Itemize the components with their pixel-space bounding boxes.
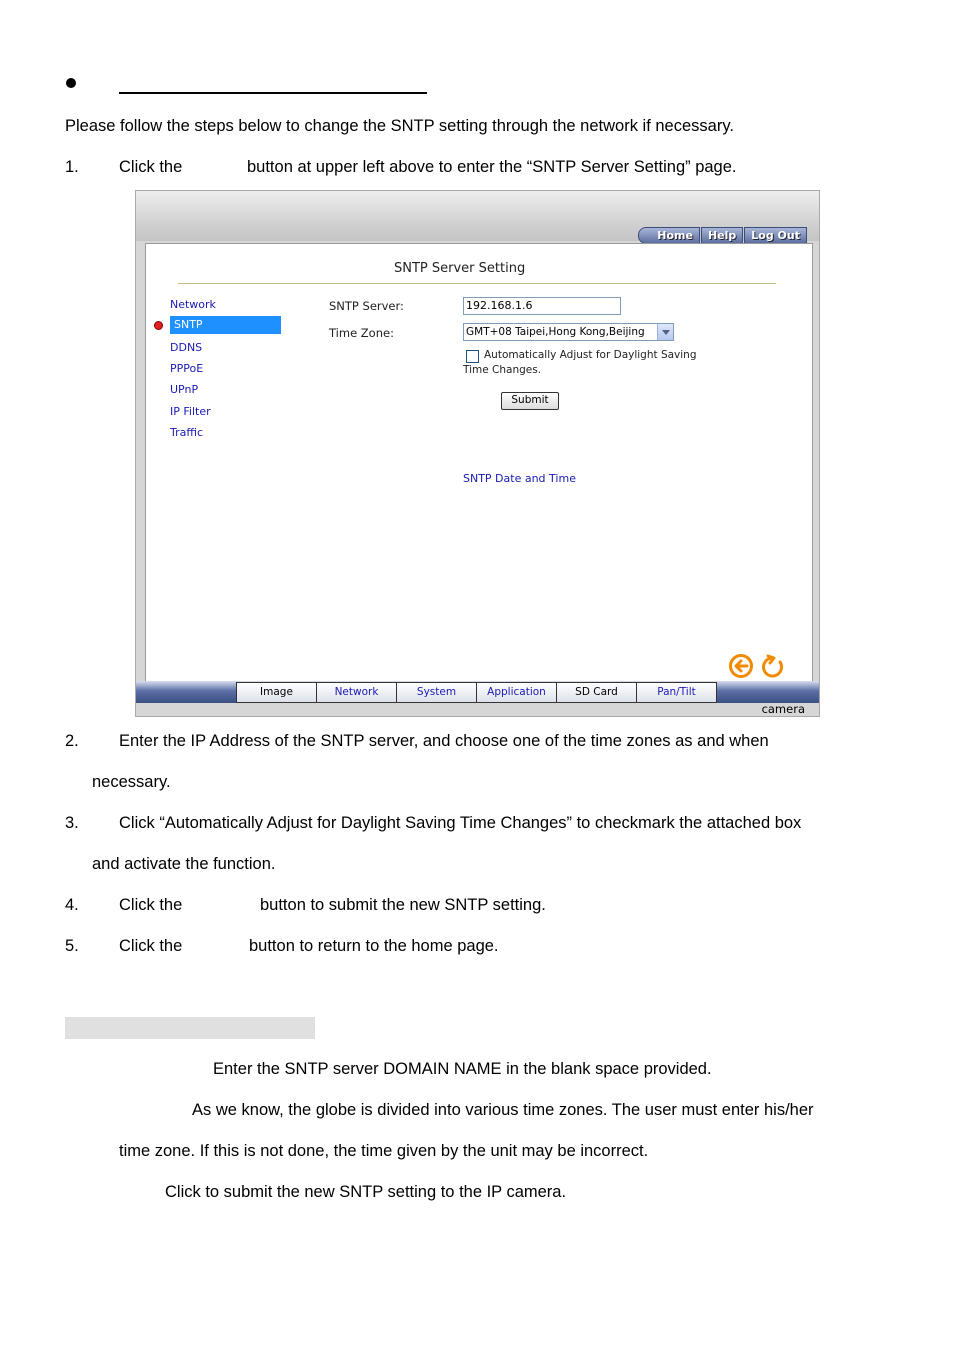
desc-time-zone-1: As we know, the globe is divided into various time zones. The user must enter his/her bbox=[192, 1101, 814, 1119]
time-zone-label: Time Zone: bbox=[329, 326, 394, 340]
tab-application[interactable]: Application bbox=[476, 682, 557, 703]
submit-button[interactable]: Submit bbox=[501, 392, 559, 410]
sntp-settings-screenshot bbox=[135, 190, 820, 717]
step-1-text-pre: Click the bbox=[119, 158, 183, 176]
title-divider bbox=[178, 283, 776, 284]
sidebar-item-network[interactable]: Network bbox=[170, 298, 216, 311]
sidebar-item-ddns[interactable]: DDNS bbox=[170, 341, 203, 354]
step-5-text-pre: Click the bbox=[119, 937, 183, 955]
selected-indicator-icon bbox=[155, 322, 162, 329]
step-2-number: 2. bbox=[65, 732, 79, 750]
step-3-text-1: Click “Automatically Adjust for Daylight Saving Time Changes” to checkmark the attached box bbox=[119, 814, 802, 832]
refresh-icon[interactable] bbox=[764, 656, 782, 676]
step-5-text-post: button to return to the home page. bbox=[249, 937, 499, 955]
sidebar-item-sntp[interactable]: SNTP bbox=[170, 316, 281, 334]
sidebar-item-traffic[interactable]: Traffic bbox=[170, 426, 204, 439]
daylight-saving-checkbox[interactable] bbox=[466, 350, 479, 363]
daylight-saving-label-2: Time Changes. bbox=[463, 364, 542, 376]
step-1-text-post: button at upper left above to enter the “SNTP Server Setting” page. bbox=[247, 158, 737, 176]
home-button[interactable]: Home bbox=[638, 227, 700, 244]
bullet-icon bbox=[66, 78, 76, 88]
step-1-number: 1. bbox=[65, 158, 79, 176]
step-3-text-2: and activate the function. bbox=[92, 855, 276, 873]
nav-icons bbox=[728, 653, 788, 679]
page-title: SNTP Server Setting bbox=[394, 261, 526, 276]
sidebar-item-pppoe[interactable]: PPPoE bbox=[170, 362, 204, 375]
step-5-number: 5. bbox=[65, 937, 79, 955]
desc-sntp-server: Enter the SNTP server DOMAIN NAME in the blank space provided. bbox=[213, 1060, 712, 1078]
sntp-date-time-link[interactable]: SNTP Date and Time bbox=[463, 472, 576, 485]
tab-image[interactable]: Image bbox=[236, 682, 317, 703]
intro-text: Please follow the steps below to change the SNTP setting through the network if necessary. bbox=[65, 117, 734, 135]
help-button[interactable]: Help bbox=[701, 227, 743, 244]
chevron-down-icon[interactable] bbox=[657, 324, 673, 340]
tab-system[interactable]: System bbox=[396, 682, 477, 703]
step-4-number: 4. bbox=[65, 896, 79, 914]
logout-button[interactable]: Log Out bbox=[744, 227, 807, 244]
time-zone-value: GMT+08 Taipei,Hong Kong,Beijing bbox=[466, 326, 645, 338]
daylight-saving-label-1: Automatically Adjust for Daylight Saving bbox=[484, 349, 697, 361]
desc-submit: Click to submit the new SNTP setting to the IP camera. bbox=[165, 1183, 567, 1201]
tab-network[interactable]: Network bbox=[316, 682, 397, 703]
bottom-tabs bbox=[236, 682, 716, 701]
sntp-server-input[interactable]: 192.168.1.6 bbox=[463, 297, 621, 315]
step-2-text-1: Enter the IP Address of the SNTP server, and choose one of the time zones as and when bbox=[119, 732, 769, 750]
back-arrow-icon[interactable] bbox=[731, 656, 752, 677]
sntp-server-label: SNTP Server: bbox=[329, 299, 404, 313]
step-4-text-post: button to submit the new SNTP setting. bbox=[260, 896, 546, 914]
step-4-text-pre: Click the bbox=[119, 896, 183, 914]
time-zone-select[interactable] bbox=[463, 323, 674, 341]
step-3-number: 3. bbox=[65, 814, 79, 832]
section-heading-bar bbox=[65, 1017, 315, 1039]
sidebar-item-upnp[interactable]: UPnP bbox=[170, 383, 199, 396]
brand-label: camera bbox=[761, 702, 805, 716]
desc-time-zone-2: time zone. If this is not done, the time given by the unit may be incorrect. bbox=[119, 1142, 649, 1160]
top-nav bbox=[637, 227, 807, 242]
heading-underline bbox=[119, 92, 427, 94]
tab-sd-card[interactable]: SD Card bbox=[556, 682, 637, 703]
sidebar-item-ip-filter[interactable]: IP Filter bbox=[170, 405, 211, 418]
step-2-text-2: necessary. bbox=[92, 773, 171, 791]
tab-pan-tilt[interactable]: Pan/Tilt bbox=[636, 682, 717, 703]
